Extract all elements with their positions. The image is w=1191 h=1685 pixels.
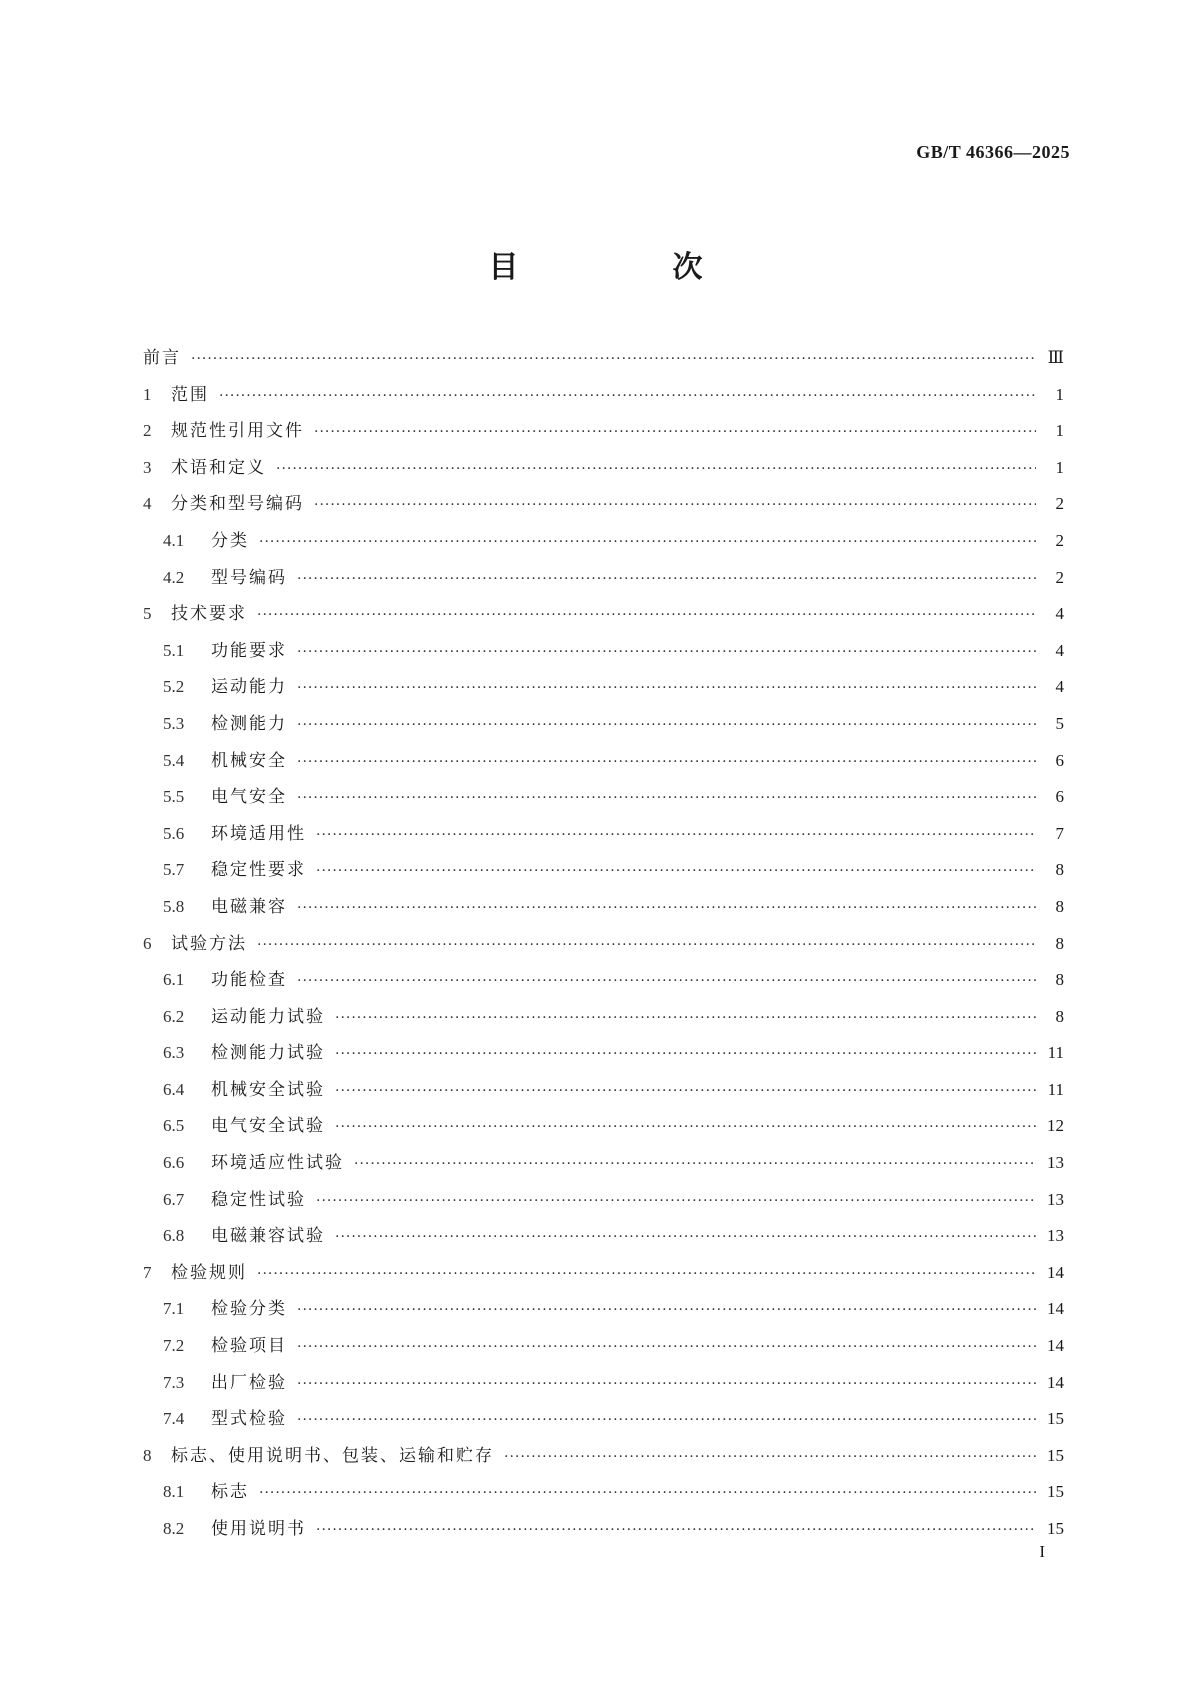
toc-entry-page: 6 [1055,787,1064,807]
toc-entry-number: 6.1 [163,970,185,990]
toc-entry-number: 8.1 [163,1482,185,1502]
toc-entry-label: 检验项目 [211,1336,287,1357]
dot-leader [219,378,1036,415]
dot-leader [297,707,1036,744]
toc-entry-page: 6 [1055,750,1064,770]
toc-entry[interactable] [143,706,1064,743]
toc-entry[interactable] [143,1474,1064,1511]
toc-entry-page: 15 [1047,1519,1064,1538]
toc-entry-number: 5.2 [163,677,185,697]
dot-leader [297,780,1036,817]
toc-entry-page: 15 [1047,1445,1064,1465]
toc-entry[interactable] [143,1108,1064,1145]
toc-entry-number: 6.5 [163,1116,185,1136]
toc-entry[interactable] [143,1401,1064,1438]
toc-entry-number: 5.5 [163,787,185,807]
dot-leader [335,1000,1036,1037]
dot-leader [259,1475,1036,1512]
toc-entry[interactable] [143,926,1064,963]
toc-entry-page: 1 [1055,421,1064,441]
dot-leader [257,1256,1036,1293]
toc-entry-number: 2 [143,421,152,441]
toc-entry-number: 7.1 [163,1299,185,1319]
dot-leader [316,817,1036,854]
toc-entry[interactable] [143,852,1064,889]
toc-entry-page: 15 [1047,1482,1064,1502]
toc-entry-label: 技术要求 [171,604,247,625]
toc-entry-number: 3 [143,457,152,477]
toc-entry-number: 8 [143,1445,152,1465]
toc-entry-label: 稳定性要求 [211,860,306,881]
toc-entry-page: 4 [1055,677,1064,697]
toc-entry[interactable] [143,523,1064,560]
dot-leader [335,1073,1036,1110]
toc-entry-label: 运动能力试验 [211,1006,325,1027]
toc-entry-number: 5 [143,604,152,624]
table-of-contents [143,340,1064,1548]
toc-entry-page: 2 [1055,530,1064,550]
standard-code: GB/T 46366—2025 [916,142,1070,162]
toc-entry-page: 5 [1055,713,1064,733]
dot-leader [257,927,1036,964]
toc-entry[interactable] [143,560,1064,597]
toc-entry-number: 4.2 [163,567,185,587]
toc-entry[interactable] [143,779,1064,816]
toc-entry-label: 型号编码 [211,567,287,588]
toc-entry[interactable] [143,816,1064,853]
toc-entry-label: 功能要求 [211,640,287,661]
toc-entry-number: 4 [143,494,152,514]
toc-entry[interactable] [143,596,1064,633]
toc-entry-label: 检验规则 [171,1262,247,1283]
toc-entry-page: 8 [1055,1006,1064,1026]
toc-entry-label: 环境适用性 [211,823,306,844]
dot-leader [297,634,1036,671]
toc-entry-number: 4.1 [163,530,185,550]
toc-entry-label: 出厂检验 [211,1372,287,1393]
toc-entry[interactable] [143,1255,1064,1292]
toc-entry[interactable] [143,1072,1064,1109]
toc-entry-label: 检测能力试验 [211,1043,325,1064]
toc-entry-page: 1 [1055,457,1064,477]
dot-leader [504,1439,1036,1476]
toc-entry-page: 12 [1047,1116,1064,1136]
toc-entry-label: 型式检验 [211,1409,287,1430]
dot-leader [335,1109,1036,1146]
toc-entry-number: 6.6 [163,1153,185,1173]
toc-entry[interactable] [143,1438,1064,1475]
toc-entry-label: 标志 [211,1482,249,1503]
toc-entry-label: 检验分类 [211,1299,287,1320]
toc-entry-label: 检测能力 [211,713,287,734]
dot-leader [316,853,1036,890]
dot-leader [354,1146,1036,1183]
toc-entry[interactable] [143,450,1064,487]
toc-entry-label: 功能检查 [211,970,287,991]
toc-entry-label: 规范性引用文件 [171,421,304,442]
toc-entry-label: 环境适应性试验 [211,1153,344,1174]
toc-entry-label: 试验方法 [171,933,247,954]
dot-leader [297,890,1036,927]
dot-leader [297,963,1036,1000]
toc-entry-number: 6.8 [163,1226,185,1246]
toc-entry[interactable] [143,999,1064,1036]
toc-entry-number: 7 [143,1262,152,1282]
page-title: 目 次 [488,250,765,285]
toc-entry[interactable] [143,962,1064,999]
dot-leader [297,744,1036,781]
toc-entry-page: 7 [1055,823,1064,843]
toc-entry[interactable] [143,1035,1064,1072]
toc-entry[interactable] [143,889,1064,926]
dot-leader [297,1402,1036,1439]
toc-entry-page: 8 [1055,860,1064,880]
toc-entry-page: 2 [1055,494,1064,514]
toc-entry-number: 8.2 [163,1519,185,1538]
toc-entry[interactable] [143,669,1064,706]
toc-entry-page: 13 [1047,1226,1064,1246]
dot-leader [276,451,1036,488]
toc-entry[interactable] [143,743,1064,780]
dot-leader [191,341,1036,378]
dot-leader [316,1512,1036,1549]
toc-entry-label: 运动能力 [211,677,287,698]
toc-entry-number: 7.2 [163,1336,185,1356]
dot-leader [335,1219,1036,1256]
toc-entry-number: 6.3 [163,1043,185,1063]
toc-entry-number: 5.1 [163,640,185,660]
toc-entry-page: 13 [1047,1153,1064,1173]
toc-entry-page: 8 [1055,933,1064,953]
toc-entry-page: 14 [1047,1262,1064,1282]
toc-entry[interactable] [143,1182,1064,1219]
toc-entry[interactable] [143,377,1064,414]
toc-entry-number: 5.8 [163,896,185,916]
dot-leader [297,670,1036,707]
toc-entry-label: 电气安全试验 [211,1116,325,1137]
dot-leader [335,1036,1036,1073]
toc-entry-page: 4 [1055,604,1064,624]
toc-entry-label: 分类和型号编码 [171,494,304,515]
dot-leader [314,487,1036,524]
toc-entry-page: 4 [1055,640,1064,660]
toc-entry[interactable] [143,633,1064,670]
toc-entry-label: 电气安全 [211,787,287,808]
dot-leader [314,414,1036,451]
toc-entry[interactable] [143,1291,1064,1328]
toc-entry-page: 14 [1047,1299,1064,1319]
toc-entry[interactable] [143,1218,1064,1255]
dot-leader [316,1183,1036,1220]
toc-entry-page: 1 [1055,384,1064,404]
dot-leader [297,1292,1036,1329]
toc-entry-label: 机械安全试验 [211,1079,325,1100]
dot-leader [297,561,1036,598]
toc-entry-number: 6 [143,933,152,953]
toc-entry-number: 7.3 [163,1372,185,1392]
toc-entry-page: 13 [1047,1189,1064,1209]
toc-entry-page: 14 [1047,1372,1064,1392]
toc-entry-label: 机械安全 [211,750,287,771]
toc-entry-number: 6.4 [163,1079,185,1099]
dot-leader [257,597,1036,634]
dot-leader [259,524,1036,561]
toc-entry-number: 6.2 [163,1006,185,1026]
toc-entry-number: 5.6 [163,823,185,843]
toc-entry-page: 14 [1047,1336,1064,1356]
toc-entry-label: 稳定性试验 [211,1189,306,1210]
toc-entry-number: 5.7 [163,860,185,880]
toc-entry[interactable] [143,1145,1064,1182]
toc-entry-number: 5.3 [163,713,185,733]
toc-entry-label: 电磁兼容 [211,896,287,917]
toc-entry-label: 电磁兼容试验 [211,1226,325,1247]
toc-entry[interactable] [143,486,1064,523]
toc-entry-number: 5.4 [163,750,185,770]
dot-leader [297,1329,1036,1366]
toc-entry-page: 11 [1047,1043,1064,1063]
toc-entry[interactable] [143,413,1064,450]
toc-entry[interactable] [143,1511,1064,1548]
toc-entry-page: 8 [1055,896,1064,916]
toc-entry-label: 术语和定义 [171,457,266,478]
toc-entry-label: 使用说明书 [211,1519,306,1539]
toc-entry-page: Ⅲ [1047,348,1064,367]
toc-entry-label: 分类 [211,530,249,551]
toc-entry-page: 2 [1055,567,1064,587]
page-number: I [1039,1542,1045,1561]
toc-entry-label: 前言 [143,348,181,368]
toc-entry-page: 11 [1047,1079,1064,1099]
toc-entry-label: 标志、使用说明书、包装、运输和贮存 [171,1445,494,1466]
toc-entry-number: 1 [143,384,152,404]
toc-entry-page: 15 [1047,1409,1064,1429]
toc-entry-page: 8 [1055,970,1064,990]
toc-entry-label: 范围 [171,384,209,405]
toc-entry[interactable] [143,340,1064,377]
toc-entry-number: 7.4 [163,1409,185,1429]
dot-leader [297,1366,1036,1403]
toc-entry[interactable] [143,1328,1064,1365]
toc-entry-number: 6.7 [163,1189,185,1209]
toc-entry[interactable] [143,1365,1064,1402]
